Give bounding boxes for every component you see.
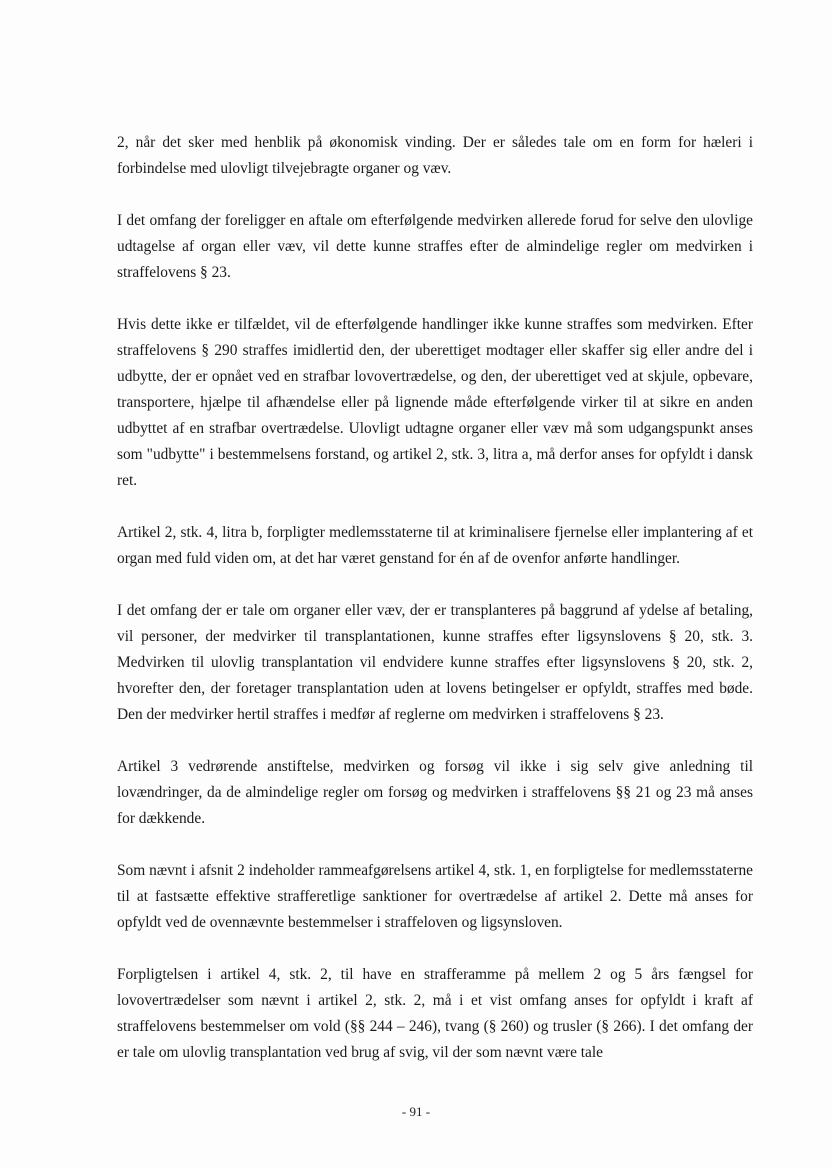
- paragraph-3: Hvis dette ikke er tilfældet, vil de efterfølgende handlinger ikke kunne straffes som medvirken. Efter straffelovens § 290 straffes imidlertid den, der uberettiget modtager eller skaffer sig eller andre del i udbytte, der er opnået ved en strafbar lovovertrædelse, og den, der uberettiget ved at skjule, opbevare, transportere, hjælpe til afhændelse eller på lignende måde efterfølgende virker til at sikre en anden udbyttet af en strafbar overtrædelse. Ulovligt udtagne organer eller væv må som udgangspunkt anses som "udbytte" i bestemmelsens forstand, og artikel 2, stk. 3, litra a, må derfor anses for opfyldt i dansk ret.: [117, 316, 753, 489]
- paragraph-5: I det omfang der er tale om organer eller væv, der er transplanteres på baggrund af ydelse af betaling, vil personer, der medvirker til transplantationen, kunne straffes efter ligsynslovens § 20, stk. 3. Medvirken til ulovlig transplantation vil endvidere kunne straffes efter ligsynslovens § 20, stk. 2, hvorefter den, der foretager transplantation uden at lovens betingelser er opfyldt, straffes med bøde. Den der medvirker hertil straffes i medfør af reglerne om medvirken i straffelovens § 23.: [117, 602, 753, 723]
- paragraph-2: I det omfang der foreligger en aftale om efterfølgende medvirken allerede forud for selve den ulovlige udtagelse af organ eller væv, vil dette kunne straffes efter de almindelige regler om medvirken i straffelovens § 23.: [117, 212, 753, 281]
- page-number: - 91 -: [401, 1104, 431, 1119]
- paragraph-1: 2, når det sker med henblik på økonomisk vinding. Der er således tale om en form for hæleri i forbindelse med ulovligt tilvejebragte organer og væv.: [117, 134, 753, 177]
- paragraph-6: Artikel 3 vedrørende anstiftelse, medvirken og forsøg vil ikke i sig selv give anledning til lovændringer, da de almindelige regler om forsøg og medvirken i straffelovens §§ 21 og 23 må anses for dækkende.: [117, 758, 753, 827]
- paragraph-7: Som nævnt i afsnit 2 indeholder rammeafgørelsens artikel 4, stk. 1, en forpligtelse for medlemsstaterne til at fastsætte effektive strafferetlige sanktioner for overtrædelse af artikel 2. Dette må anses for opfyldt ved de ovennævnte bestemmelser i straffeloven og ligsynsloven.: [117, 862, 753, 931]
- paragraph-8: Forpligtelsen i artikel 4, stk. 2, til have en strafferamme på mellem 2 og 5 års fængsel for lovovertrædelser som nævnt i artikel 2, stk. 2, må i et vist omfang anses for opfyldt i kraft af straffelovens bestemmelser om vold (§§ 244 – 246), tvang (§ 260) og trusler (§ 266). I det omfang der er tale om ulovlig transplantation ved brug af svig, vil der som nævnt være tale: [117, 966, 753, 1061]
- paragraph-4: Artikel 2, stk. 4, litra b, forpligter medlemsstaterne til at kriminalisere fjernelse eller implantering af et organ med fuld viden om, at det har været genstand for én af de ovenfor anførte handlinger.: [117, 524, 753, 567]
- document-body: [117, 130, 753, 1092]
